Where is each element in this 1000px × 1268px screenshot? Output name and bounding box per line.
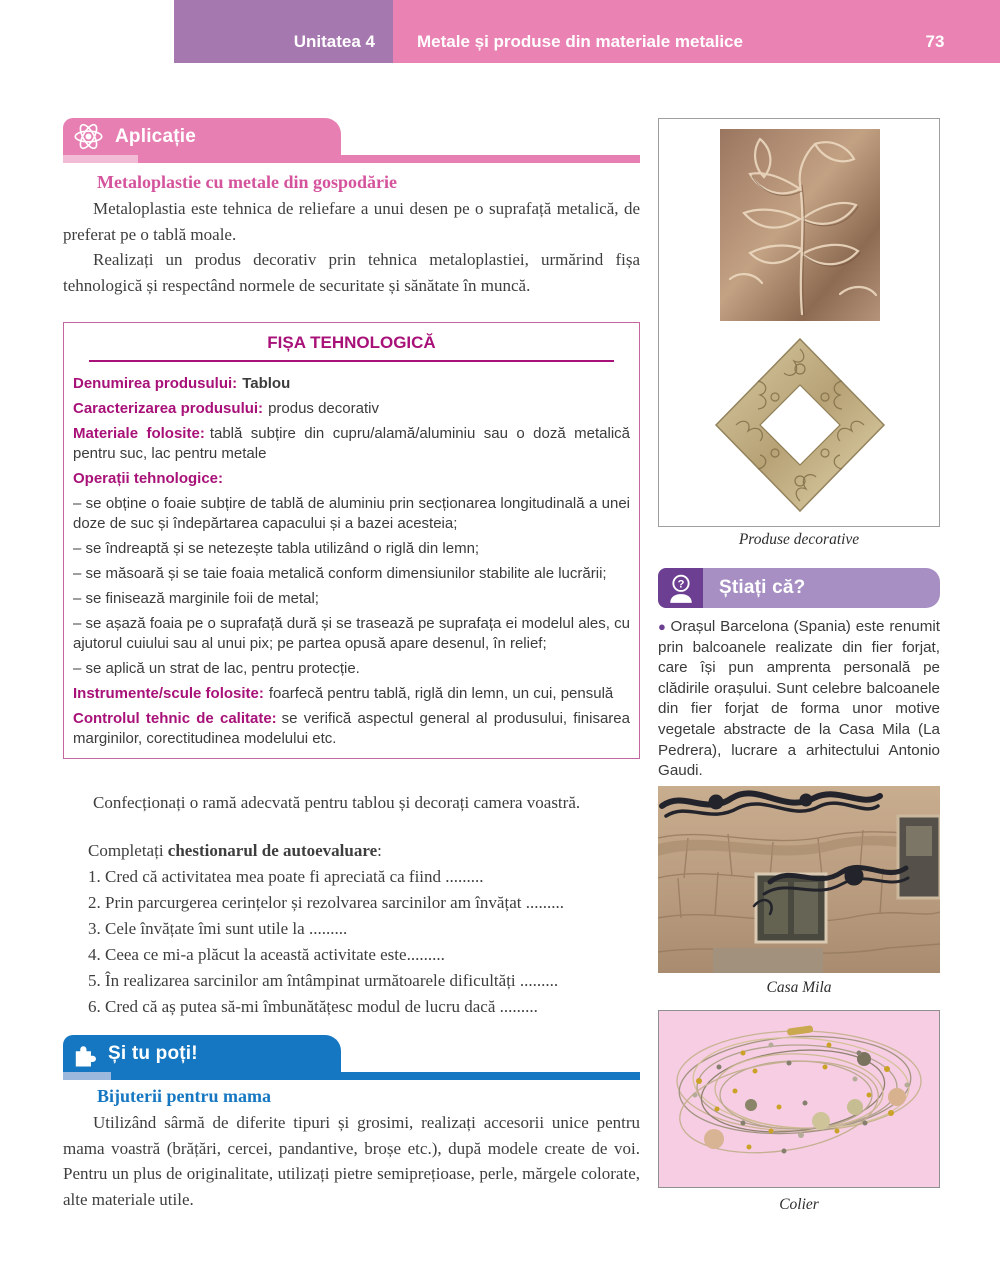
operation-step: – se măsoară și se taie foaia metalică conform dimensiunilor stabilite ale lucrării; bbox=[73, 565, 607, 582]
necklace-image bbox=[659, 1011, 939, 1187]
decorative-products-frame bbox=[658, 118, 940, 527]
person-question-icon bbox=[658, 568, 703, 608]
tech-sheet-title: FIȘA TEHNOLOGICĂ bbox=[267, 333, 436, 352]
quality-control-value: se verifică aspectul general al produsului, finisarea marginilor, corectitudinea modelului etc. bbox=[73, 710, 630, 747]
operation-step: – se așază foaia pe o suprafață dură și se trasează pe suprafața ei modelul ales, cu ajutorul cuiului sau al unui pix; pe partea opusă apare desenul, în relief; bbox=[73, 615, 630, 652]
puzzle-icon bbox=[72, 1041, 98, 1067]
characterization-label: Caracterizarea produsului: bbox=[73, 400, 264, 417]
materials-label: Materiale folosite: bbox=[73, 425, 205, 442]
frame-task-paragraph: Confecționați o ramă adecvată pentru tablou și decorați camera voastră. bbox=[93, 793, 581, 812]
did-you-know-text bbox=[658, 617, 940, 782]
you-can-tab-label: Și tu poți! bbox=[108, 1042, 198, 1064]
operations-label: Operații tehnologice: bbox=[73, 470, 224, 487]
did-you-know-tab bbox=[658, 568, 940, 608]
questionnaire-item: 5. În realizarea sarcinilor am întâmpinat următoarele dificultăți ......... bbox=[88, 971, 559, 990]
questionnaire-intro-suffix: : bbox=[377, 841, 382, 860]
tech-row-instruments bbox=[73, 684, 630, 704]
tech-sheet-box bbox=[63, 322, 640, 759]
operation-step: – se îndreaptă și se netezește tabla utilizând o riglă din lemn; bbox=[73, 540, 480, 557]
tech-row-characterization bbox=[73, 399, 630, 419]
application-paragraph-1: Metaloplastia este tehnica de reliefare a unui desen pe o suprafață metalică, de preferat pe o tablă moale. bbox=[63, 199, 640, 244]
questionnaire-item: 3. Cele învățate îmi sunt utile la ......... bbox=[88, 919, 348, 938]
necklace-image-frame bbox=[658, 1010, 940, 1188]
tech-row-materials bbox=[73, 424, 630, 464]
application-section-tab bbox=[63, 118, 341, 155]
tech-sheet-rule bbox=[89, 360, 614, 362]
questionnaire-item: 1. Cred că activitatea mea poate fi apreciată ca fiind ......... bbox=[88, 867, 484, 886]
application-heading: Metaloplastie cu metale din gospodărie bbox=[97, 172, 397, 192]
application-underline-bar bbox=[63, 155, 640, 163]
atom-icon bbox=[72, 120, 105, 153]
svg-text:?: ? bbox=[677, 578, 684, 591]
necklace-caption: Colier bbox=[779, 1196, 819, 1213]
did-you-know-label: Știați că? bbox=[719, 577, 806, 598]
characterization-value: produs decorativ bbox=[268, 400, 379, 417]
questionnaire-intro-bold: chestionarul de autoevaluare bbox=[167, 841, 378, 860]
questionnaire-item: 6. Cred că aș putea să-mi îmbunătățesc modul de lucru dacă ......... bbox=[88, 997, 538, 1016]
you-can-underline-bar bbox=[63, 1072, 640, 1080]
application-underline-accent bbox=[63, 155, 138, 163]
did-you-know-body: Orașul Barcelona (Spania) este renumit prin balcoanele realizate din fier forjat, care își pun amprenta personală pe clădirile orașului. Sunt celebre balcoanele din fier forjat de forma unor motive vegetale abstracte de la Casa Mila (La Pedrera), lucrare a arhitectului Antonio Gaudi. bbox=[658, 618, 940, 780]
tech-row-operations-label bbox=[73, 469, 630, 489]
operation-step: – se finisează marginile foii de metal; bbox=[73, 590, 319, 607]
page-number: 73 bbox=[925, 32, 945, 51]
product-value: Tablou bbox=[242, 375, 291, 392]
operation-step: – se aplică un strat de lac, pentru protecție. bbox=[73, 660, 360, 677]
casa-mila-caption: Casa Mila bbox=[766, 979, 832, 996]
questionnaire-intro bbox=[63, 838, 640, 864]
materials-value: tablă subțire din cupru/alamă/aluminiu sau o doză metalică pentru suc, lac pentru metale bbox=[73, 425, 630, 462]
did-you-know-tab-body bbox=[703, 568, 940, 608]
you-can-section-tab bbox=[63, 1035, 341, 1072]
instruments-value: foarfecă pentru tablă, riglă din lemn, un cui, pensulă bbox=[268, 685, 614, 702]
questionnaire-intro-prefix: Completați bbox=[88, 841, 168, 860]
you-can-paragraph: Utilizând sârmă de diferite tipuri și grosimi, realizați accesorii unice pentru mama voastră (brățări, cercei, pandantive, broșe etc.), după modele create de voi. Pentru un plus de originalitate, utilizați pietre semiprețioase, perle, mărgele colorate, alte materiale utile. bbox=[63, 1113, 640, 1209]
decorative-products-caption: Produse decorative bbox=[738, 531, 860, 548]
questionnaire-item: 4. Ceea ce mi-a plăcut la această activitate este......... bbox=[88, 945, 445, 964]
quality-control-label: Controlul tehnic de calitate: bbox=[73, 710, 277, 727]
unit-label: Unitatea 4 bbox=[293, 32, 375, 51]
self-evaluation-questionnaire bbox=[63, 838, 640, 1020]
embossed-metal-image bbox=[720, 129, 880, 326]
bullet-icon: ● bbox=[658, 619, 667, 634]
product-label: Denumirea produsului: bbox=[73, 375, 238, 392]
you-can-underline-accent bbox=[63, 1072, 111, 1080]
chapter-title: Metale și produse din materiale metalice bbox=[417, 32, 743, 51]
you-can-heading: Bijuterii pentru mama bbox=[97, 1086, 271, 1106]
operation-step: – se obține o foaie subțire de tablă de aluminiu prin secționarea longitudinală a unei doze de suc și îndepărtarea capacului și a bazei acesteia; bbox=[73, 495, 630, 532]
tech-row-quality-control bbox=[73, 709, 630, 749]
casa-mila-image bbox=[658, 786, 940, 973]
questionnaire-item: 2. Prin parcurgerea cerințelor și rezolvarea sarcinilor am învățat ......... bbox=[88, 893, 564, 912]
application-paragraph-2: Realizați un produs decorativ prin tehnica metaloplastiei, urmărind fișa tehnologică și respectând normele de securitate și sănătate în muncă. bbox=[63, 250, 640, 295]
instruments-label: Instrumente/scule folosite: bbox=[73, 685, 264, 702]
metal-frame-image bbox=[712, 335, 888, 522]
tech-row-product bbox=[73, 374, 630, 394]
application-tab-label: Aplicație bbox=[115, 125, 196, 147]
